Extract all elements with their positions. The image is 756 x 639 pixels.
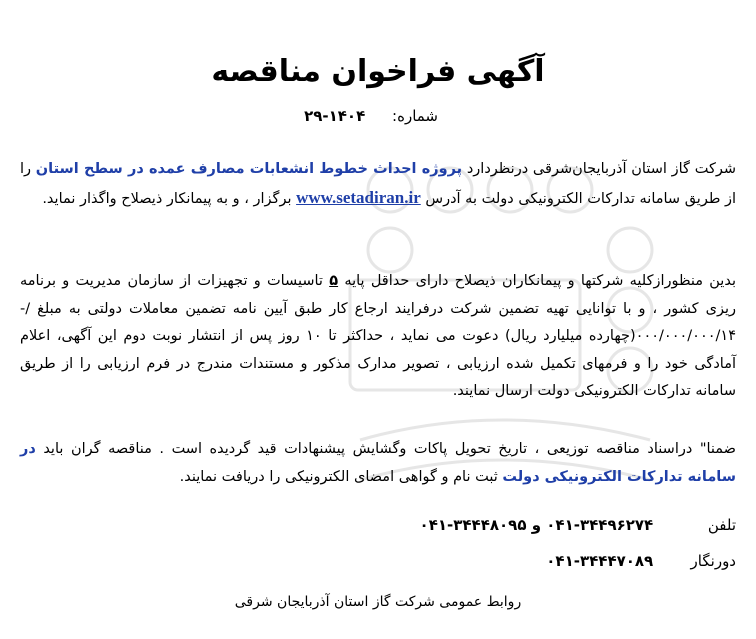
p3-text-b: ثبت نام و گواهی امضای الکترونیکی را دریافت نمایند.: [179, 468, 503, 485]
p1-text-b: را از طریق سامانه تدارکات الکترونیکی دولت به آدرس: [20, 161, 736, 207]
notice-number: [304, 104, 438, 128]
p3-text-a: ضمنا" دراسناد مناقصه توزیعی ، تاریخ تحویل پاکات وگشایش پیشنهادات قید گردیده است . مناقصه گران باید: [35, 441, 736, 457]
electronic-system-name: در سامانه تدارکات الکترونیکی دولت: [20, 441, 736, 485]
phone-label: تلفن: [707, 516, 736, 534]
notice-number-value: ۲۹-۱۴۰۴: [304, 107, 366, 125]
notice-title: آگهی فراخوان مناقصه: [211, 54, 545, 89]
phone-value: ۰۴۱-۳۴۴۹۶۲۷۴ و ۳۴۴۴۸۰۹۵-۰۴۱: [419, 516, 654, 534]
paragraph-note: [20, 436, 736, 491]
p1-text-c: برگزار ، و به پیمانکار ذیصلاح واگذار نماید.: [42, 190, 297, 207]
contractor-grade: ۵: [329, 273, 339, 289]
p2-text-a: بدین منظورازکلیه شرکتها و پیمانکاران ذیصلاح دارای حداقل پایه: [338, 273, 736, 289]
fax-value: ۰۴۱-۳۴۴۴۷۰۸۹: [546, 552, 654, 570]
website-link[interactable]: www.setadiran.ir: [296, 187, 421, 207]
p1-text-a: شرکت گاز استان آذربایجان‌شرقی درنظردارد: [462, 161, 736, 177]
fax-label: دورنگار: [690, 552, 736, 570]
public-relations-signature: روابط عمومی شرکت گاز استان آذربایجان شرقی: [234, 594, 522, 610]
guarantee-amount: -/۰۰۰/۰۰۰/۰۰۰/۱۴: [20, 300, 736, 344]
fax-row: [546, 548, 736, 574]
notice-number-label: شماره:: [392, 107, 438, 125]
paragraph-requirements: [20, 268, 736, 406]
paragraph-intro: [20, 156, 736, 213]
phone-row: [420, 512, 736, 538]
p2-text-b: تاسیسات و تجهیزات از سازمان مدیریت و برنامه ریزی کشور ، و با توانایی تهیه تضمین شرکت درفرایند ارجاع کار طبق آیین نامه تضمین معاملات دولتی به مبلغ: [20, 273, 736, 317]
project-name: پروژه احداث خطوط انشعابات مصارف عمده در سطح استان: [35, 161, 463, 177]
p2-text-c: (چهارده میلیارد ریال) دعوت می نماید ، حداکثر تا ۱۰ روز پس از انتشار نوبت دوم این آگهی، اعلام آمادگی خود را و فرمهای تکمیل شده ارزیابی ، تصویر مدارک مذکور و مستندات مندرج در فرم ارزیابی را از طریق سامانه تدارکات الکترونیکی دولت ارسال نمایند.: [20, 328, 736, 399]
